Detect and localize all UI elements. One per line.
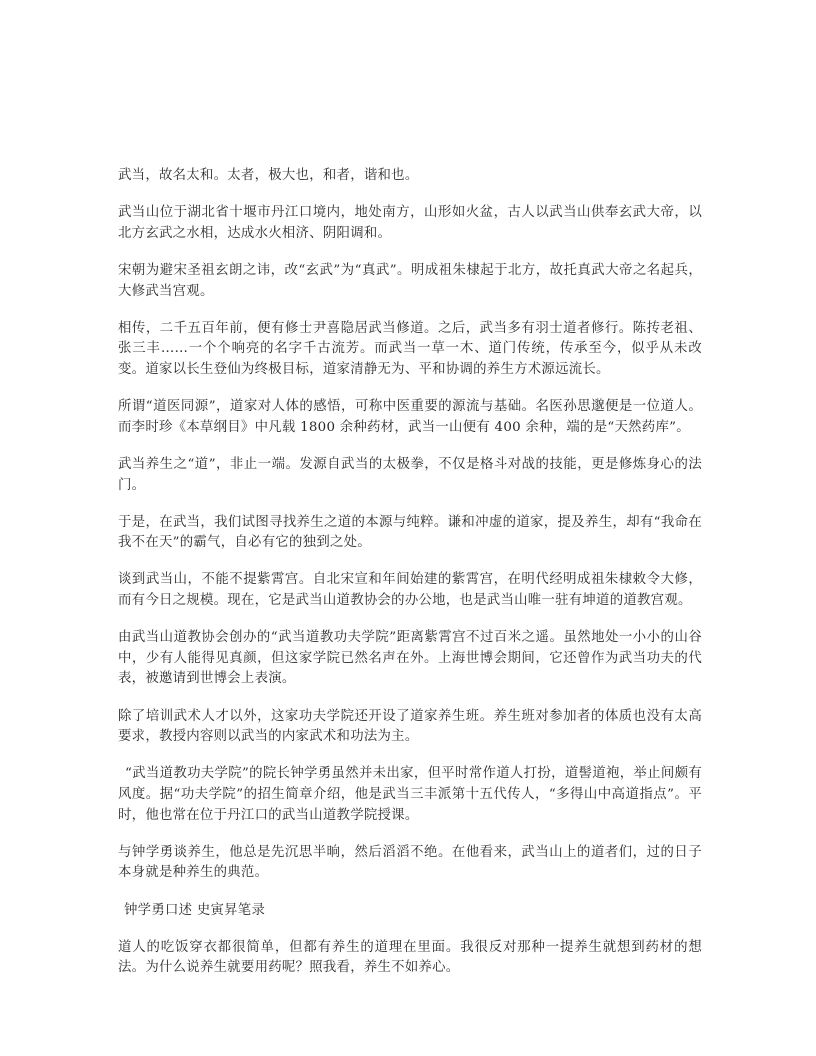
paragraph-11: “武当道教功夫学院”的院长钟学勇虽然并未出家，但平时常作道人打扮，道髻道袍，举止间颇有风度。据“功夫学院”的招生简章介绍，他是武当三丰派第十五代传人，“多得山中高道指点”。平时，他也常在位于丹江口的武当山道教学院授课。	[118, 766, 702, 823]
paragraph-2: 武当山位于湖北省十堰市丹江口境内，地处南方，山形如火盆，古人以武当山供奉玄武大帝，以北方玄武之水相，达成水火相济、阴阳调和。	[118, 205, 702, 241]
paragraph-14: 道人的吃饭穿衣都很简单，但都有养生的道理在里面。我很反对那种一提养生就想到药材的想法。为什么说养生就要用药呢？照我看，养生不如养心。	[118, 939, 702, 976]
paragraph-3: 宋朝为避宋圣祖玄朗之讳，改“玄武”为“真武”。明成祖朱棣起于北方，故托真武大帝之名起兵，大修武当宫观。	[118, 262, 702, 299]
article-body	[118, 166, 702, 979]
paragraph-1: 武当，故名太和。太者，极大也，和者，谐和也。	[118, 168, 419, 183]
paragraph-9: 由武当山道教协会创办的“武当道教功夫学院”距离紫霄宫不过百米之遥。虽然地处一小小的山谷中，少有人能得见真颜，但这家学院已然名声在外。上海世博会期间，它还曾作为武当功夫的代表，被邀请到世博会上表演。	[118, 630, 702, 687]
paragraph-5: 所谓“道医同源”，道家对人体的感悟，可称中医重要的源流与基础。名医孙思邈便是一位道人。而李时珍《本草纲目》中凡载 1800 余种药材，武当一山便有 400 余种，端的是“天然药库”。	[118, 399, 702, 435]
paragraph-7: 于是，在武当，我们试图寻找养生之道的本源与纯粹。谦和冲虚的道家，提及养生，却有“我命在我不在天”的霸气，自必有它的独到之处。	[118, 514, 702, 551]
paragraph-8: 谈到武当山，不能不提紫霄宫。自北宋宣和年间始建的紫霄宫，在明代经明成祖朱棣敕令大修，而有今日之规模。现在，它是武当山道教协会的办公地，也是武当山唯一驻有坤道的道教宫观。	[118, 572, 702, 609]
paragraph-10: 除了培训武术人才以外，这家功夫学院还开设了道家养生班。养生班对参加者的体质也没有太高要求，教授内容则以武当的内家武术和功法为主。	[118, 708, 702, 745]
paragraph-6: 武当养生之“道”，非止一端。发源自武当的太极拳，不仅是格斗对战的技能，更是修炼身心的法门。	[118, 456, 702, 493]
paragraph-4: 相传，二千五百年前，便有修士尹喜隐居武当修道。之后，武当多有羽士道者修行。陈抟老祖、张三丰……一个个响亮的名字千古流芳。而武当一草一木、道门传统，传承至今，似乎从未改变。道家以长生登仙为终极目标，道家清静无为、平和协调的养生方术源远流长。	[118, 320, 702, 377]
paragraph-12: 与钟学勇谈养生，他总是先沉思半晌，然后滔滔不绝。在他看来，武当山上的道者们，过的日子本身就是种养生的典范。	[118, 844, 702, 881]
byline-credit: 钟学勇口述 史寅昇笔录	[124, 902, 266, 918]
